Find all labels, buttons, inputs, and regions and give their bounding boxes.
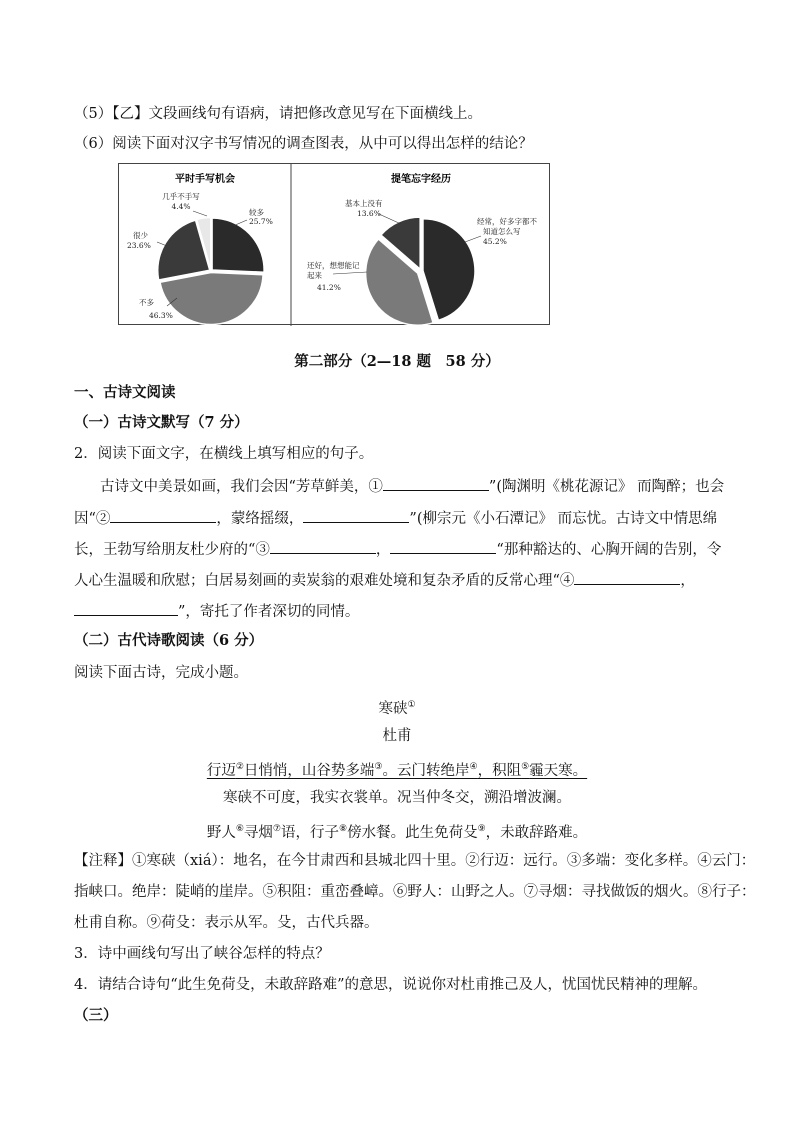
c2-value-jingchang: 45.2% [483, 237, 507, 246]
c1-label-buduo: 不多 [139, 298, 154, 307]
passage-text: 人心生温暖和欣慰；白居易刻画的卖炭翁的艰难处境和复杂矛盾的反常心理“④ [74, 573, 575, 589]
chart1-title: 平时手写机会 [175, 174, 235, 185]
pie-chart-2 [366, 217, 475, 325]
c2-label-jiben: 基本上没有 [345, 199, 383, 208]
pie-slice [423, 219, 475, 321]
c1-value-buduo: 46.3% [149, 311, 173, 320]
poem-line-3: 野人⑥寻烟⑦语，行子⑧傍水餐。此生免荷殳⑨，未敢辞路难。 [206, 824, 588, 841]
passage-line-2 [74, 508, 717, 529]
section-1-title: 一、古诗文阅读 [74, 384, 176, 401]
annotation-line-1: 【注释】①寒硖（xiá）：地名，在今甘肃西和县城北四十里。②行迈：远行。③多端：变化多样。④云门： [74, 853, 756, 869]
survey-charts [118, 163, 550, 325]
poem-line-1: 行迈②日悄悄，山谷势多端③。云门转绝岸④，积阻⑤霾天寒。 [206, 762, 588, 779]
c1-label-jihu: 几乎不手写 [162, 192, 200, 201]
c2-value-jiben: 13.6% [357, 209, 381, 218]
poem-author: 杜甫 [382, 728, 412, 744]
read-intro: 阅读下面古诗，完成小题。 [74, 665, 248, 681]
subsection-1-title: （一）古诗文默写（7 分） [74, 414, 249, 431]
pie-chart-1 [158, 218, 264, 325]
poem-title [0, 695, 794, 719]
c1-label-jiaoduo: 较多 [249, 208, 264, 217]
annotation-line-3: 杜甫自称。⑨荷殳：表示从军。殳，古代兵器。 [74, 915, 379, 931]
poem-title-text: 寒硖 [378, 700, 408, 717]
fill-blank-1[interactable] [383, 476, 489, 491]
passage-line-4 [74, 570, 695, 591]
passage-text: ， [680, 573, 695, 589]
c2-label-jingchang-2: 知道怎么写 [483, 227, 521, 236]
passage-text: 长，王勃写给朋友杜少府的“③ [74, 542, 270, 558]
part2-title: 第二部分（2—18 题 58 分） [294, 353, 500, 370]
fill-blank-2b[interactable] [303, 508, 409, 523]
c1-value-jihu: 4.4% [171, 202, 191, 211]
pie-slice [212, 218, 264, 272]
note-marker: ① [407, 700, 416, 710]
c2-label-jingchang-1: 经常，好多字都不 [477, 217, 537, 226]
passage-text: 古诗文中美景如画，我们会因“芳草鲜美，① [100, 479, 383, 495]
fill-blank-4b[interactable] [74, 601, 178, 616]
question-6: （6）阅读下面对汉字书写情况的调查图表，从中可以得出怎样的结论？ [74, 136, 533, 152]
passage-line-5 [74, 601, 359, 622]
question-5: （5）【乙】文段画线句有语病，请把修改意见写在下面横线上。 [74, 106, 482, 122]
fill-blank-4a[interactable] [574, 570, 680, 585]
chart2-title: 提笔忘字经历 [391, 174, 451, 185]
fill-blank-3b[interactable] [390, 539, 496, 554]
passage-line-1 [100, 476, 724, 497]
question-3: 3．诗中画线句写出了峡谷怎样的特点？ [74, 946, 330, 962]
c1-label-henshao: 很少 [133, 231, 148, 240]
passage-text: ”(陶渊明《桃花源记》 而陶醉；也会 [488, 479, 725, 495]
passage-text: ， [375, 542, 391, 558]
c2-label-haihao-2: 起来 [307, 271, 322, 280]
pie-slice [160, 272, 263, 324]
passage-text: ”，寄托了作者深切的同情。 [178, 604, 360, 620]
passage-text: ，蒙络摇缀， [216, 511, 304, 527]
passage-text: 因“② [74, 511, 111, 527]
question-4: 4．请结合诗句“此生免荷殳，未敢辞路难”的意思，说说你对杜甫推己及人，忧国忧民精神的理解。 [74, 977, 708, 993]
subsection-3-title: （三） [74, 1007, 118, 1024]
poem-line-2: 寒硖不可度，我实衣裳单。况当仲冬交，溯沿增波澜。 [223, 790, 571, 806]
c2-label-haihao-1: 还好，想想能记 [307, 261, 360, 270]
c1-value-henshao: 23.6% [127, 241, 151, 250]
passage-text: “那种豁达的、心胸开阔的告别，令 [496, 542, 722, 558]
charts-svg [119, 164, 551, 326]
fill-blank-3a[interactable] [270, 539, 376, 554]
c2-value-haihao: 41.2% [317, 283, 341, 292]
passage-line-3 [74, 539, 721, 560]
subsection-2-title: （二）古代诗歌阅读（6 分） [74, 632, 264, 649]
passage-text: ”(柳宗元《小石潭记》 而忘忧。古诗文中情思绵 [409, 511, 718, 527]
fill-blank-2a[interactable] [110, 508, 216, 523]
annotation-line-2: 指峡口。绝岸：陡峭的崖岸。⑤积阻：重峦叠嶂。⑥野人：山野之人。⑦寻烟：寻找做饭的烟火。⑧行子： [74, 884, 756, 900]
question-2-intro: 2．阅读下面文字，在横线上填写相应的句子。 [74, 446, 374, 462]
c1-value-jiaoduo: 25.7% [249, 217, 273, 226]
